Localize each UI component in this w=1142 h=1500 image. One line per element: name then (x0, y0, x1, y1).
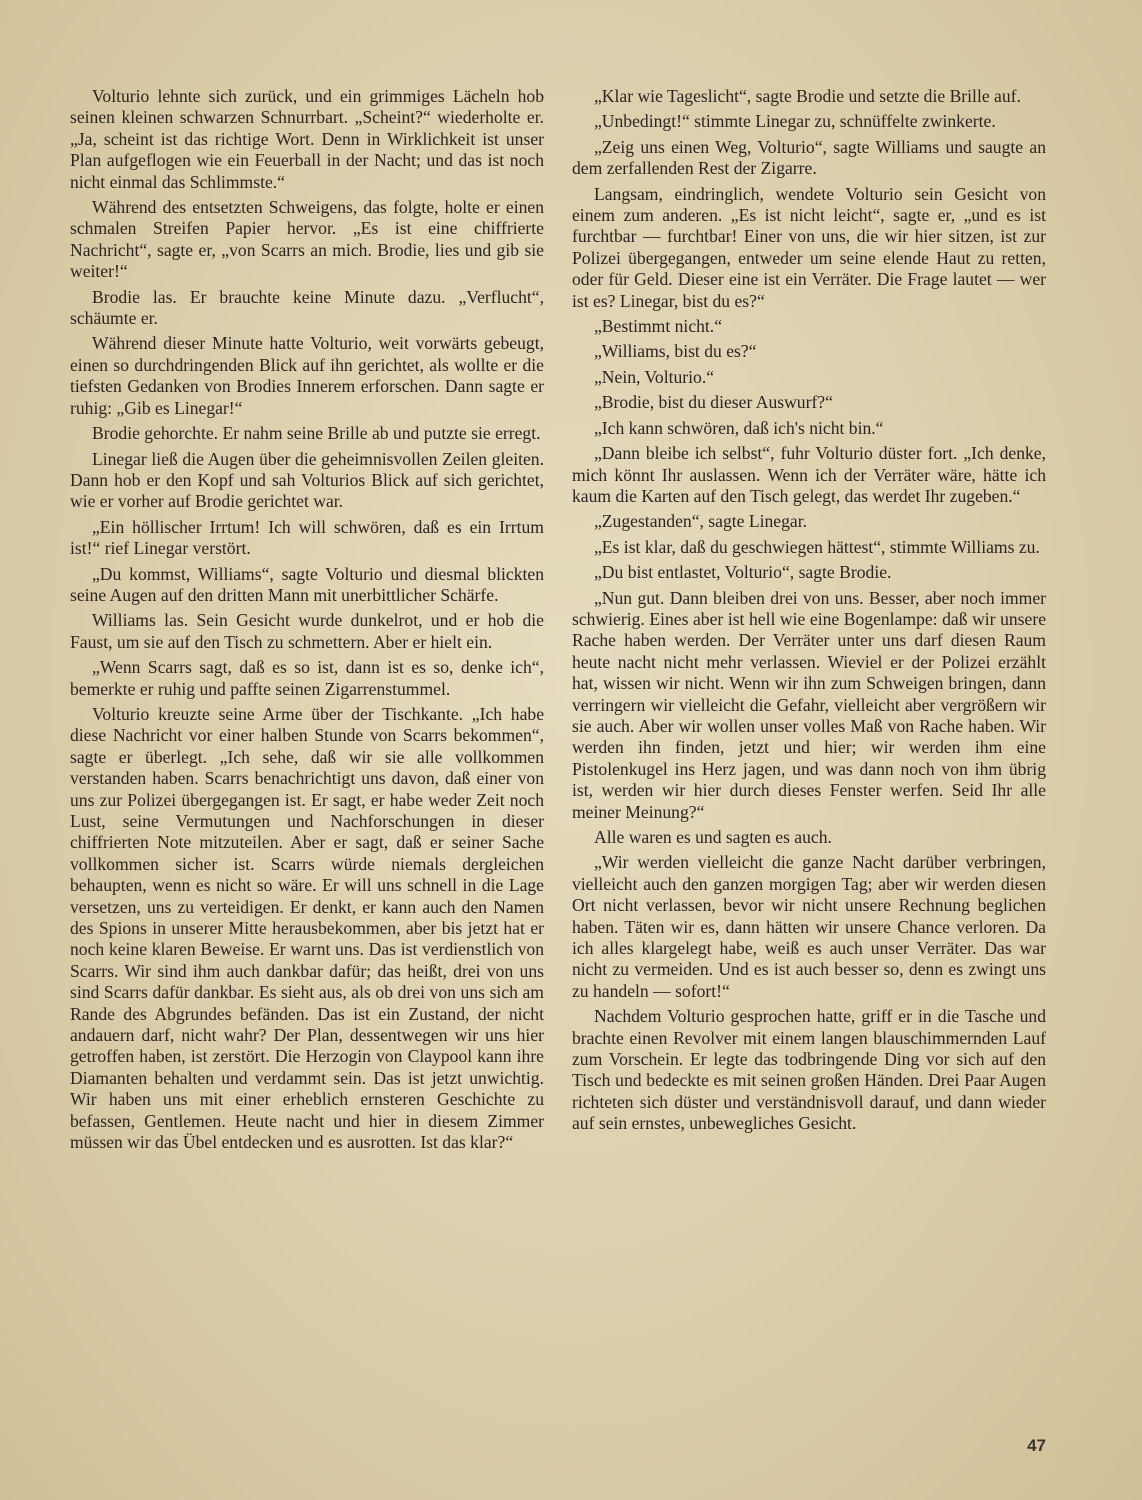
paragraph: „Dann bleibe ich selbst“, fuhr Volturio düster fort. „Ich denke, mich könnt Ihr auslassen. Wenn ich der Verräter wäre, hätte ich kaum die Karten auf den Tisch gelegt, das werdet Ihr zugeben.“ (572, 443, 1046, 506)
paragraph: Alle waren es und sagten es auch. (594, 827, 832, 847)
right-text-column (572, 86, 1046, 1139)
paragraph: „Bestimmt nicht.“ (594, 316, 723, 337)
paragraph: „Wir werden vielleicht die ganze Nacht darüber verbringen, vielleicht auch den ganzen morgigen Tag; aber wir werden diesen Ort nicht verlassen, bevor wir nicht unsere Rechnung beglichen haben. Täten wir es, dann hätten wir unsere Chance verloren. Da ich alles klargelegt habe, weiß es auch unser Verräter. Das war nicht zu vermeiden. Und es ist auch besser so, denn es zwingt uns zu handeln — sofort!“ (572, 852, 1046, 1001)
left-text-column (70, 86, 544, 1158)
paragraph: Volturio kreuzte seine Arme über der Tischkante. „Ich habe diese Nachricht vor einer halben Stunde von Scarrs bekommen“, sagte er überlegt. „Ich sehe, daß wir sie alle vollkommen verstanden haben. Scarrs benachrichtigt uns davon, daß einer von uns zur Polizei übergegangen ist. Er sagt, er habe weder Zeit noch Lust, seine Vermutungen und Nachforschungen in dieser chiffrierten Note mitzuteilen. Aber er sagt, daß er seiner Sache vollkommen sicher ist. Scarrs würde niemals dergleichen behaupten, wenn es nicht so wäre. Er will uns schnell in die Lage versetzen, uns zu verteidigen. Er denkt, er kann auch den Namen des Spions in unserer Mitte herausbekommen, aber bis jetzt hat er noch keine klaren Beweise. Er warnt uns. Das ist verdienstlich von Scarrs. Wir sind ihm auch dankbar dafür; das heißt, drei von uns sind Scarrs dafür dankbar. Es sieht aus, als ob drei von uns sich am Rande des Abgrundes befänden. Das ist ein Zustand, der nicht andauern darf, nicht wahr? Der Plan, dessentwegen wir uns hier getroffen haben, ist zerstört. Die Herzogin von Claypool kann ihre Diamanten behalten und verdammt sein. Das ist jetzt unwichtig. Wir haben uns mit einer erheblich ernsteren Geschichte zu befassen, Gentlemen. Heute nacht und hier in diesem Zimmer müssen wir das Übel entdecken und es ausrotten. Ist das klar?“ (70, 703, 544, 1153)
paragraph: Nachdem Volturio gesprochen hatte, griff er in die Tasche und brachte einen Revolver mit einem langen blauschimmernden Lauf zum Vorschein. Er legte das todbringende Ding vor sich auf den Tisch und bedeckte es mit seinen großen Händen. Drei Paar Augen richteten sich düster und verständnisvoll darauf, und dann wieder auf sein ernstes, unbewegliches Gesicht. (572, 1006, 1046, 1134)
paragraph: „Du bist entlastet, Volturio“, sagte Brodie. (594, 562, 892, 583)
paragraph: Während des entsetzten Schweigens, das folgte, holte er einen schmalen Streifen Papier hervor. „Es ist eine chiffrierte Nachricht“, sagte er, „von Scarrs an mich. Brodie, lies und gib sie weiter!“ (70, 197, 544, 282)
paragraph: „Du kommst, Williams“, sagte Volturio und diesmal blickten seine Augen auf den dritten Mann mit unerbittlicher Schärfe. (70, 563, 544, 605)
paragraph: „Zugestanden“, sagte Linegar. (594, 511, 807, 532)
paragraph: „Ich kann schwören, daß ich's nicht bin.“ (594, 417, 884, 438)
paragraph: „Klar wie Tageslicht“, sagte Brodie und setzte die Brille auf. (594, 86, 1021, 106)
paragraph: „Unbedingt!“ stimmte Linegar zu, schnüffelte zwinkerte. (594, 111, 996, 132)
paragraph: Linegar ließ die Augen über die geheimnisvollen Zeilen gleiten. Dann hob er den Kopf und sah Volturios Blick auf sich gerichtet, wie er vorher auf Brodie gerichtet war. (70, 448, 544, 512)
paragraph: „Brodie, bist du dieser Auswurf?“ (594, 392, 833, 413)
paragraph: „Nein, Volturio.“ (594, 366, 715, 387)
paragraph: Langsam, eindringlich, wendete Volturio sein Gesicht von einem zum anderen. „Es ist nicht leicht“, sagte er, „und es ist furchtbar — furchtbar! Einer von uns, die wir hier sitzen, ist zur Polizei übergegangen, entweder um seine elende Haut zu retten, oder für Geld. Dieser eine ist ein Verräter. Die Frage lautet — wer ist es? Linegar, bist du es?“ (572, 183, 1046, 311)
paragraph: „Williams, bist du es?“ (594, 341, 757, 362)
page-number: 47 (1027, 1436, 1046, 1455)
paragraph: Williams las. Sein Gesicht wurde dunkelrot, und er hob die Faust, um sie auf den Tisch zu schmettern. Aber er hielt ein. (70, 610, 544, 652)
paragraph: Brodie las. Er brauchte keine Minute dazu. „Verflucht“, schäumte er. (70, 286, 544, 329)
paragraph: Volturio lehnte sich zurück, und ein grimmiges Lächeln hob seinen kleinen schwarzen Schnurrbart. „Scheint?“ wiederholte er. „Ja, scheint ist das richtige Wort. Denn in Wirklichkeit ist unser Plan aufgeflogen wie ein Feuerball in der Nacht; und das ist noch nicht einmal das Schlimmste.“ (70, 86, 544, 192)
paragraph: Während dieser Minute hatte Volturio, weit vorwärts gebeugt, einen so durchdringenden Blick auf ihn gerichtet, als wollte er die tiefsten Gedanken von Brodies Innerem erforschen. Dann sagte er ruhig: „Gib es Linegar!“ (70, 333, 544, 418)
paragraph: „Nun gut. Dann bleiben drei von uns. Besser, aber noch immer schwierig. Eines aber ist hell wie eine Bogenlampe: daß wir unsere Rache haben werden. Der Verräter unter uns darf diesen Raum heute nacht nicht mehr verlassen. Wieviel er der Polizei erzählt hat, wissen wir nicht. Wenn wir ihn zum Schweigen bringen, dann verringern wir vielleicht die Gefahr, vielleicht aber vergrößern wir sie auch. Aber wir wollen unser volles Maß von Rache haben. Wir werden ihn finden, jetzt und hier; wir werden ihm eine Pistolenkugel ins Herz jagen, und was dann noch von ihm übrig ist, werden wir hier durch dieses Fenster werfen. Seid Ihr alle meiner Meinung?“ (572, 587, 1046, 822)
paragraph: „Wenn Scarrs sagt, daß es so ist, dann ist es so, denke ich“, bemerkte er ruhig und paffte seinen Zigarrenstummel. (70, 657, 544, 699)
paragraph: „Ein höllischer Irrtum! Ich will schwören, daß es ein Irrtum ist!“ rief Linegar verstört. (70, 516, 544, 559)
paragraph: „Zeig uns einen Weg, Volturio“, sagte Williams und saugte an dem zerfallenden Rest der Zigarre. (572, 136, 1046, 179)
paragraph: Brodie gehorchte. Er nahm seine Brille ab und putzte sie erregt. (92, 423, 541, 444)
paragraph: „Es ist klar, daß du geschwiegen hättest“, stimmte Williams zu. (594, 536, 1040, 557)
